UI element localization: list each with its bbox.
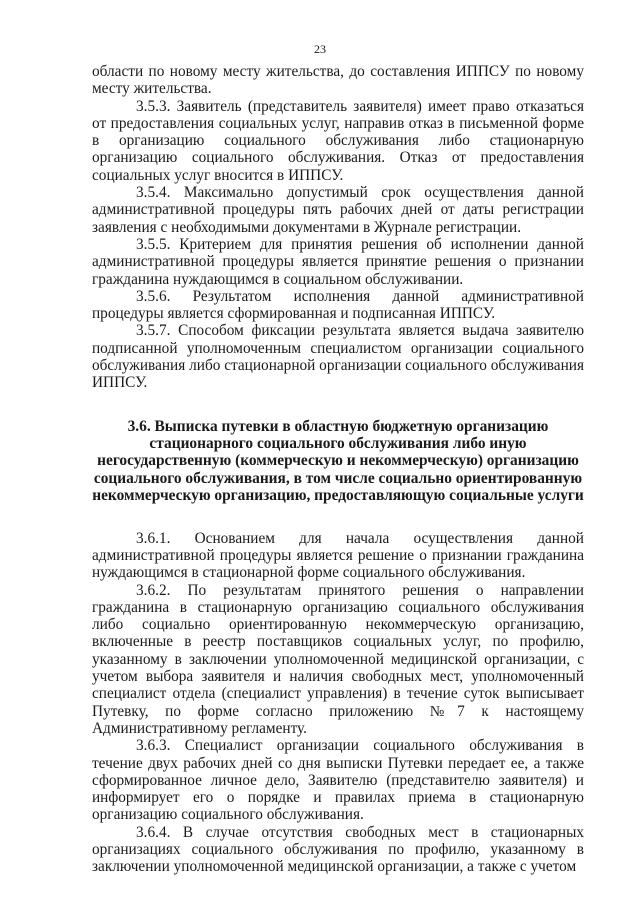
paragraph-3-5-6: 3.5.6. Результатом исполнения данной административной процедуры является сформированная и подписанная ИППСУ. [92, 287, 584, 323]
paragraph-3-6-2: 3.6.2. По результатам принятого решения о направлении гражданина в стационарную организацию социального обслуживания либо социально ориентированную некоммерческую организацию, включенные в реестр поставщиков социальных услуг, по профилю, указанному в заключении уполномоченной медицинской организации, с учетом выбора заявителя и наличия свободных мест, уполномоченный специалист отдела (специалист управления) в течение суток выписывает Путевку, по форме согласно приложению №7 к настоящему Административному регламенту. [92, 581, 584, 737]
paragraph-3-6-4: 3.6.4. В случае отсутствия свободных мест в стационарных организациях социального обслуживания по профилю, указанному в заключении уполномоченной медицинской организации, а также с учетом [92, 823, 584, 876]
paragraph-continuation: области по новому месту жительства, до составления ИППСУ по новому месту жительства. [92, 63, 584, 98]
paragraph-3-5-5: 3.5.5. Критерием для принятия решения об исполнении данной административной процедуры является принятие решения о признании гражданина нуждающимся в социальном обслуживании. [92, 235, 584, 288]
paragraph-3-6-3: 3.6.3. Специалист организации социального обслуживания в течение двух рабочих дней со дня выписки Путевки передает ее, а также сформированное личное дело, Заявителю (представителю заявителя) и информирует его о порядке и правилах приема в стационарную организацию социального обслуживания. [92, 737, 584, 824]
paragraph-3-5-3: 3.5.3. Заявитель (представитель заявителя) имеет право отказаться от предоставления социальных услуг, направив отказ в письменной форме в организацию социального обслуживания либо стационарную организацию социального обслуживания. Отказ от предоставления социальных услуг вносится в ИППСУ. [92, 97, 584, 184]
document-body [92, 63, 584, 876]
paragraph-3-5-7: 3.5.7. Способом фиксации результата является выдача заявителю подписанной уполномоченным специалистом организации социального обслуживания либо стационарной организации социального обслуживания ИППСУ. [92, 322, 584, 392]
section-heading-3-6: 3.6. Выписка путевки в областную бюджетную организацию стационарного социального обслуживания либо иную негосударственную (коммерческую и некоммерческую) организацию социального обслуживания, в том числе социально ориентированную некоммерческую организацию, предоставляющую социальные услуги [92, 417, 584, 505]
paragraph-3-6-1: 3.6.1. Основанием для начала осуществления данной административной процедуры является решение о признании гражданина нуждающимся в стационарной форме социального обслуживания. [92, 529, 584, 582]
paragraph-3-5-4: 3.5.4. Максимально допустимый срок осуществления данной административной процедуры пять рабочих дней от даты регистрации заявления с необходимыми документами в Журнале регистрации. [92, 184, 584, 236]
page-number: 23 [314, 42, 326, 56]
